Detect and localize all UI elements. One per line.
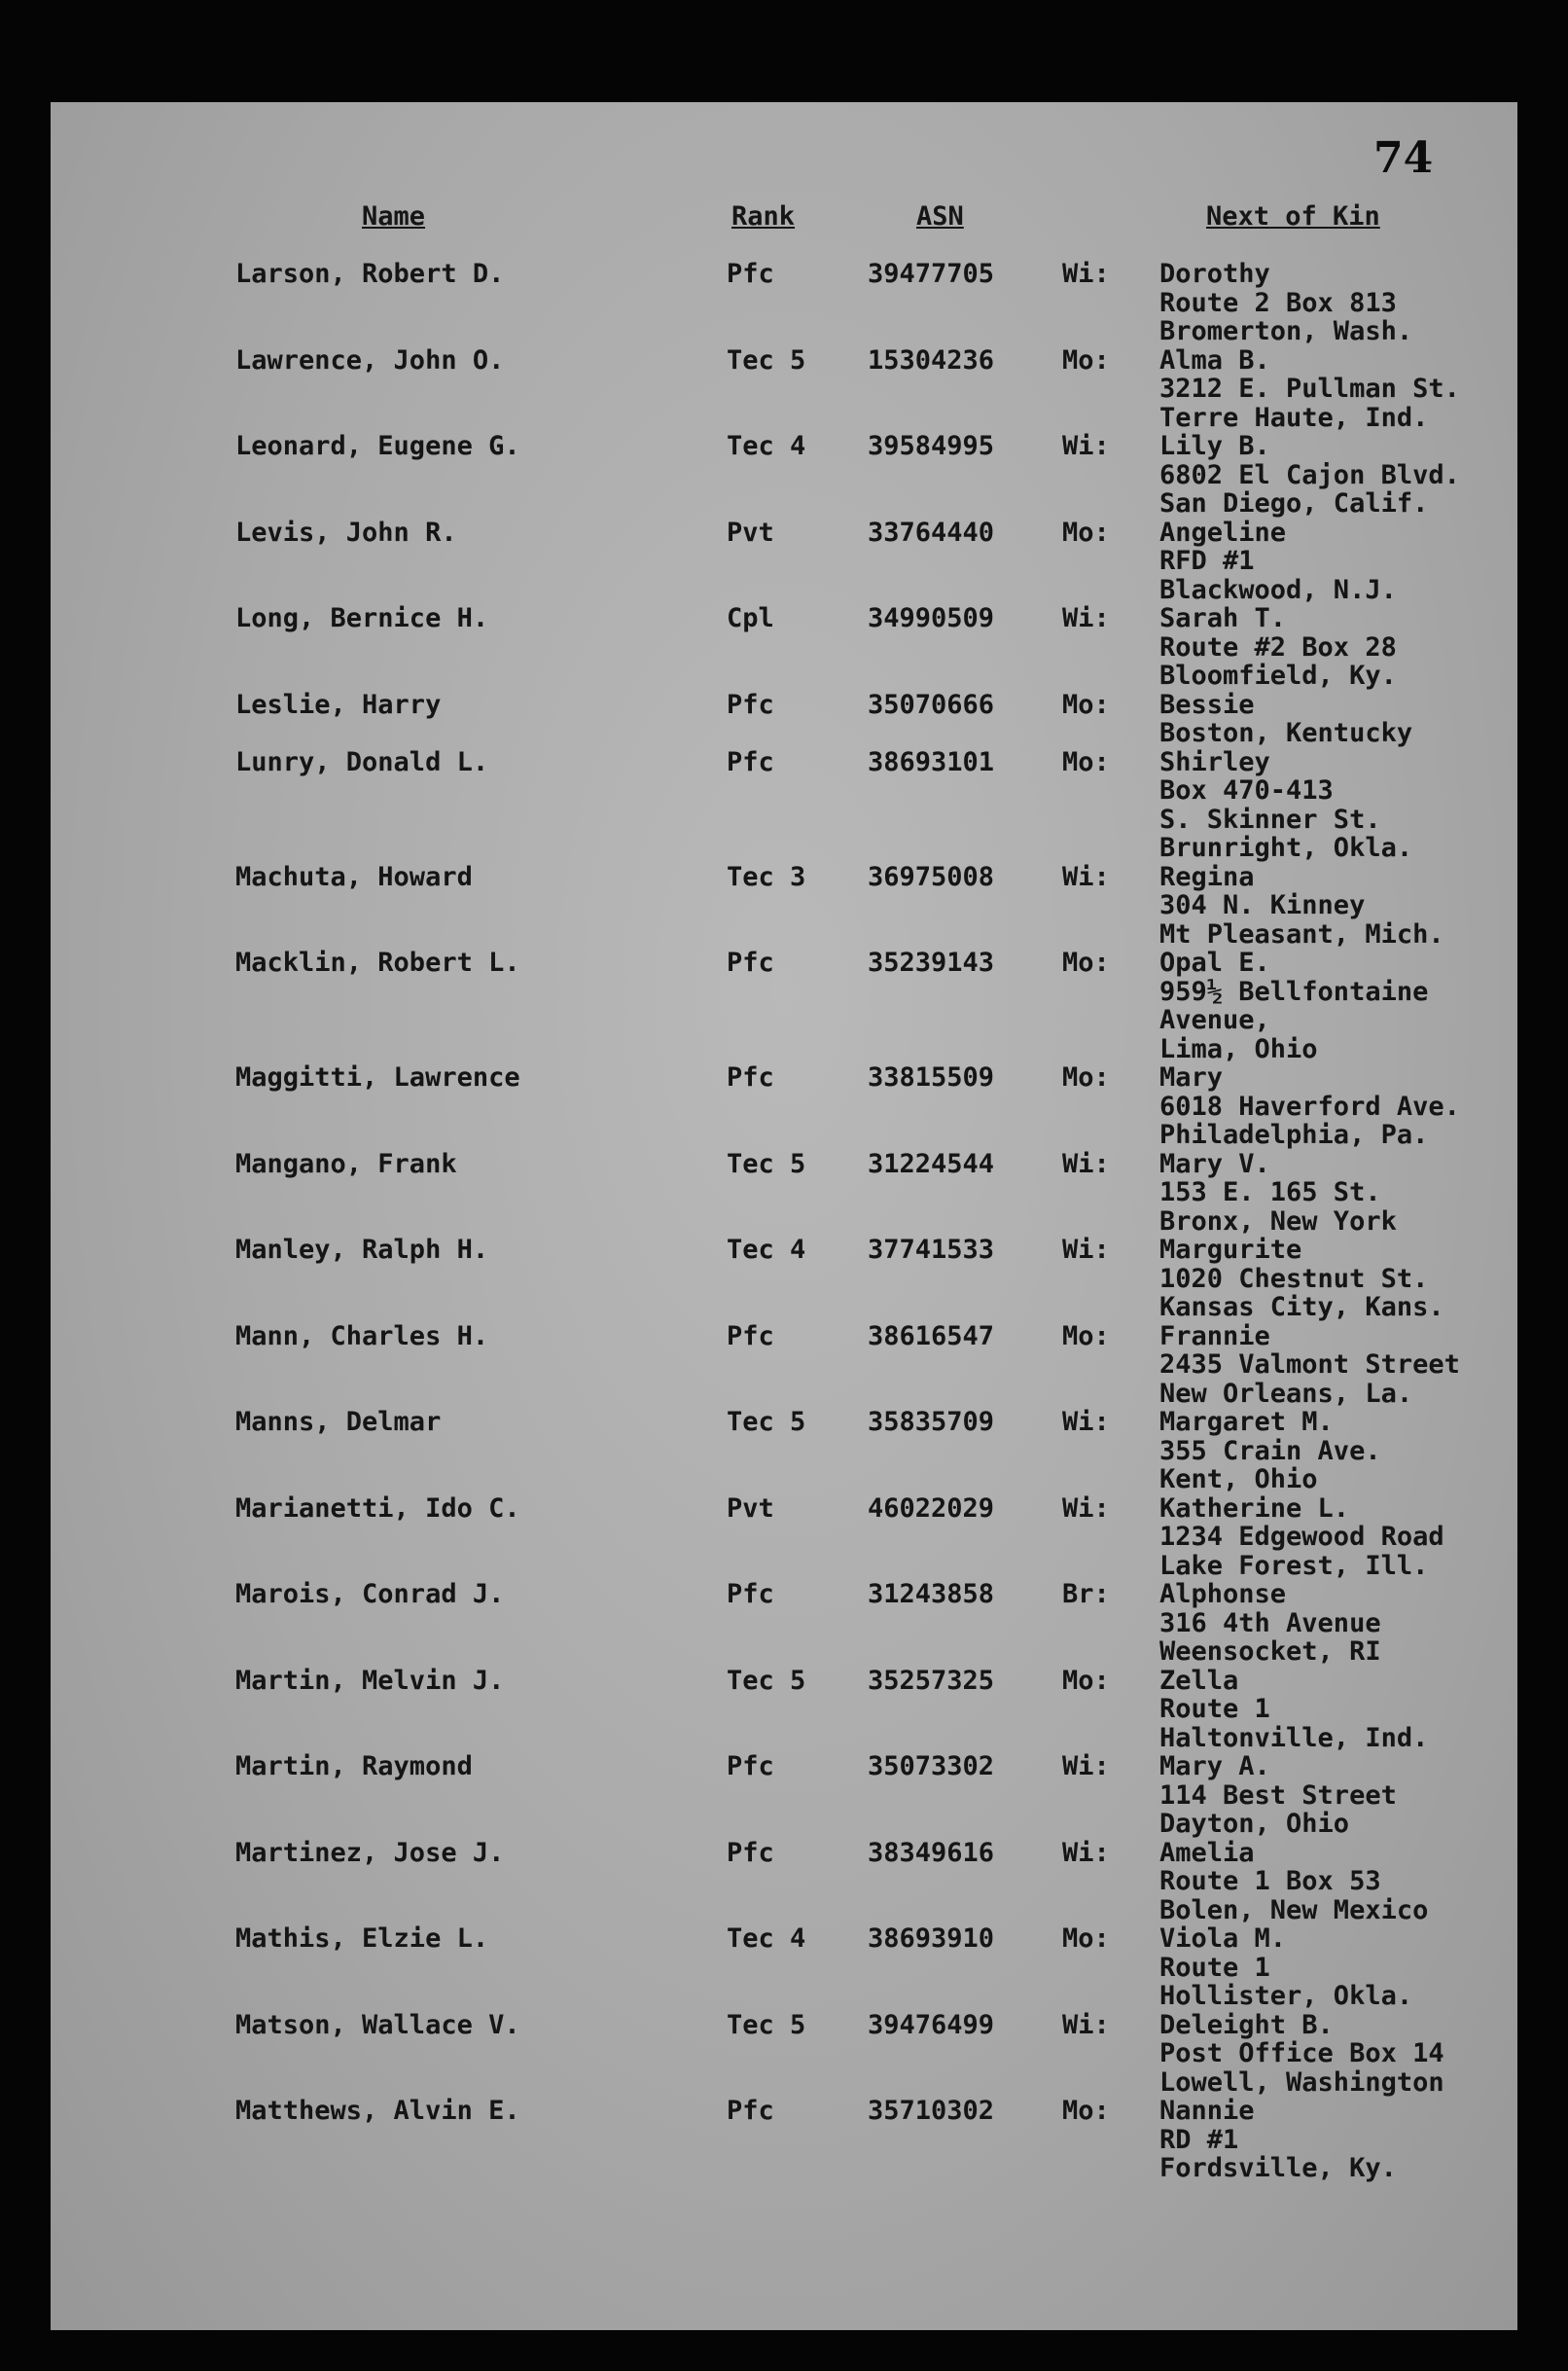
kin-line: 3212 E. Pullman St. — [1159, 374, 1460, 404]
kin-line: Mary — [1159, 1062, 1224, 1093]
soldier-asn: 31224544 — [868, 1148, 995, 1179]
kin-line: Boston, Kentucky — [1159, 718, 1413, 748]
kin-line: Mt Pleasant, Mich. — [1159, 918, 1444, 950]
kin-line: Zella — [1159, 1665, 1239, 1696]
soldier-rank: Pfc — [727, 1062, 774, 1093]
kin-relation: Mo: — [1062, 2096, 1110, 2126]
kin-relation: Mo: — [1062, 1665, 1110, 1696]
soldier-asn: 35070666 — [868, 689, 995, 720]
page-number: 74 — [1373, 133, 1434, 183]
soldier-name: Matthews, Alvin E. — [235, 2096, 520, 2126]
kin-line: RD #1 — [1159, 2124, 1239, 2155]
soldier-name: Machuta, Howard — [235, 861, 473, 892]
kin-line: Lily B. — [1159, 431, 1270, 461]
kin-line: 153 E. 165 St. — [1159, 1177, 1381, 1207]
kin-relation: Wi: — [1062, 603, 1110, 633]
kin-line: 6802 El Cajon Blvd. — [1159, 459, 1460, 490]
kin-relation: Wi: — [1062, 2009, 1110, 2040]
soldier-rank: Tec 5 — [727, 344, 806, 376]
kin-line: Route 1 — [1159, 1694, 1270, 1724]
soldier-asn: 39477705 — [868, 259, 995, 289]
soldier-name: Levis, John R. — [235, 517, 457, 548]
kin-line: Mary V. — [1159, 1148, 1270, 1179]
kin-line: Margurite — [1159, 1235, 1302, 1265]
kin-line: Bloomfield, Ky. — [1159, 661, 1397, 691]
kin-relation: Mo: — [1062, 689, 1110, 720]
soldier-asn: 37741533 — [868, 1235, 995, 1265]
soldier-asn: 46022029 — [868, 1492, 995, 1524]
kin-line: 1234 Edgewood Road — [1159, 1522, 1444, 1552]
kin-line: Frannie — [1159, 1320, 1270, 1351]
soldier-asn: 35710302 — [868, 2096, 995, 2126]
soldier-asn: 35239143 — [868, 948, 995, 978]
soldier-rank: Cpl — [727, 603, 774, 633]
soldier-rank: Tec 5 — [727, 1148, 806, 1179]
soldier-name: Mathis, Elzie L. — [235, 1923, 489, 1954]
kin-line: Brunright, Okla. — [1159, 833, 1413, 863]
kin-line: 316 4th Avenue — [1159, 1607, 1381, 1638]
kin-line: 2435 Valmont Street — [1159, 1349, 1460, 1380]
soldier-name: Martin, Raymond — [235, 1751, 473, 1781]
kin-line: Opal E. — [1159, 948, 1270, 978]
kin-line: Viola M. — [1159, 1923, 1287, 1954]
kin-line: 6018 Haverford Ave. — [1159, 1091, 1460, 1122]
kin-line: Mary A. — [1159, 1751, 1270, 1781]
header-rank: Rank — [731, 201, 796, 232]
kin-line: Nannie — [1159, 2096, 1255, 2126]
soldier-asn: 15304236 — [868, 344, 995, 376]
kin-line: Philadelphia, Pa. — [1159, 1120, 1429, 1150]
kin-line: Lowell, Washington — [1159, 2066, 1444, 2098]
kin-line: Alma B. — [1159, 344, 1270, 376]
kin-line: Kent, Ohio — [1159, 1464, 1318, 1494]
soldier-rank: Tec 5 — [727, 1407, 806, 1437]
soldier-asn: 35257325 — [868, 1665, 995, 1696]
soldier-name: Martinez, Jose J. — [235, 1837, 505, 1868]
kin-relation: Wi: — [1062, 1407, 1110, 1437]
kin-relation: Wi: — [1062, 1235, 1110, 1265]
soldier-name: Martin, Melvin J. — [235, 1665, 505, 1696]
kin-relation: Wi: — [1062, 1148, 1110, 1179]
soldier-rank: Tec 5 — [727, 1665, 806, 1696]
kin-relation: Mo: — [1062, 948, 1110, 978]
soldier-name: Mangano, Frank — [235, 1148, 457, 1179]
soldier-rank: Tec 4 — [727, 1923, 806, 1954]
soldier-name: Long, Bernice H. — [235, 603, 489, 633]
soldier-asn: 38693101 — [868, 746, 995, 777]
soldier-asn: 35073302 — [868, 1751, 995, 1781]
kin-line: Bronx, New York — [1159, 1205, 1397, 1237]
header-asn: ASN — [916, 201, 964, 232]
header-name: Name — [362, 201, 426, 232]
soldier-rank: Pfc — [727, 746, 774, 777]
kin-relation: Mo: — [1062, 746, 1110, 777]
kin-line: Dayton, Ohio — [1159, 1809, 1350, 1839]
kin-line: 355 Crain Ave. — [1159, 1435, 1381, 1466]
soldier-name: Lawrence, John O. — [235, 344, 505, 376]
soldier-name: Mann, Charles H. — [235, 1320, 489, 1351]
kin-line: 304 N. Kinney — [1159, 890, 1366, 920]
kin-line: Dorothy — [1159, 259, 1270, 289]
soldier-rank: Pfc — [727, 1579, 774, 1609]
soldier-rank: Tec 3 — [727, 861, 806, 892]
soldier-name: Leonard, Eugene G. — [235, 431, 520, 461]
kin-line: Route #2 Box 28 — [1159, 631, 1397, 663]
kin-relation: Wi: — [1062, 259, 1110, 289]
kin-line: Hollister, Okla. — [1159, 1981, 1413, 2011]
kin-line: 1020 Chestnut St. — [1159, 1263, 1429, 1294]
kin-line: Haltonville, Ind. — [1159, 1722, 1429, 1753]
soldier-rank: Pvt — [727, 517, 774, 548]
soldier-rank: Pfc — [727, 1320, 774, 1351]
kin-line: Shirley — [1159, 746, 1270, 777]
soldier-asn: 38349616 — [868, 1837, 995, 1868]
kin-line: Terre Haute, Ind. — [1159, 402, 1429, 433]
kin-relation: Mo: — [1062, 1923, 1110, 1954]
kin-line: Post Office Box 14 — [1159, 2038, 1444, 2068]
soldier-rank: Pfc — [727, 259, 774, 289]
kin-relation: Wi: — [1062, 1492, 1110, 1524]
kin-line: Box 470-413 — [1159, 775, 1334, 806]
kin-line: Bromerton, Wash. — [1159, 316, 1413, 346]
soldier-asn: 35835709 — [868, 1407, 995, 1437]
soldier-rank: Pfc — [727, 689, 774, 720]
kin-line: Amelia — [1159, 1837, 1255, 1868]
kin-relation: Br: — [1062, 1579, 1110, 1609]
soldier-name: Marois, Conrad J. — [235, 1579, 505, 1609]
soldier-name: Maggitti, Lawrence — [235, 1062, 520, 1093]
kin-line: Bessie — [1159, 689, 1255, 720]
kin-line: 114 Best Street — [1159, 1779, 1397, 1811]
kin-line: Angeline — [1159, 517, 1287, 548]
soldier-name: Manley, Ralph H. — [235, 1235, 489, 1265]
soldier-asn: 33815509 — [868, 1062, 995, 1093]
kin-line: 959½ Bellfontaine — [1159, 976, 1429, 1007]
header-next-of-kin: Next of Kin — [1206, 201, 1380, 232]
kin-line: Deleight B. — [1159, 2009, 1334, 2040]
soldier-name: Marianetti, Ido C. — [235, 1492, 520, 1524]
kin-line: Regina — [1159, 861, 1255, 892]
soldier-rank: Tec 4 — [727, 431, 806, 461]
soldier-name: Matson, Wallace V. — [235, 2009, 520, 2040]
kin-line: RFD #1 — [1159, 546, 1255, 576]
soldier-asn: 38693910 — [868, 1923, 995, 1954]
roster-page — [51, 102, 1517, 2330]
kin-line: Katherine L. — [1159, 1492, 1350, 1524]
soldier-asn: 39584995 — [868, 431, 995, 461]
kin-line: Fordsville, Ky. — [1159, 2153, 1397, 2183]
kin-line: Margaret M. — [1159, 1407, 1334, 1437]
soldier-asn: 36975008 — [868, 861, 995, 892]
kin-line: Lima, Ohio — [1159, 1033, 1318, 1064]
soldier-name: Macklin, Robert L. — [235, 948, 520, 978]
soldier-asn: 38616547 — [868, 1320, 995, 1351]
kin-relation: Mo: — [1062, 1320, 1110, 1351]
soldier-rank: Tec 4 — [727, 1235, 806, 1265]
kin-line: Alphonse — [1159, 1579, 1287, 1609]
kin-relation: Mo: — [1062, 344, 1110, 376]
kin-line: San Diego, Calif. — [1159, 488, 1429, 519]
kin-relation: Mo: — [1062, 517, 1110, 548]
kin-line: Route 2 Box 813 — [1159, 287, 1397, 318]
kin-line: Kansas City, Kans. — [1159, 1292, 1444, 1322]
soldier-rank: Pfc — [727, 1751, 774, 1781]
kin-line: Blackwood, N.J. — [1159, 574, 1397, 605]
kin-line: Weensocket, RI — [1159, 1636, 1381, 1667]
soldier-name: Lunry, Donald L. — [235, 746, 489, 777]
soldier-asn: 34990509 — [868, 603, 995, 633]
kin-line: Avenue, — [1159, 1005, 1270, 1035]
soldier-asn: 33764440 — [868, 517, 995, 548]
soldier-asn: 31243858 — [868, 1579, 995, 1609]
kin-line: Lake Forest, Ill. — [1159, 1550, 1429, 1581]
kin-relation: Wi: — [1062, 431, 1110, 461]
kin-relation: Wi: — [1062, 1837, 1110, 1868]
soldier-rank: Pfc — [727, 1837, 774, 1868]
kin-line: New Orleans, La. — [1159, 1378, 1413, 1409]
kin-relation: Wi: — [1062, 1751, 1110, 1781]
soldier-rank: Pfc — [727, 2096, 774, 2126]
kin-relation: Mo: — [1062, 1062, 1110, 1093]
soldier-rank: Pvt — [727, 1492, 774, 1524]
soldier-name: Leslie, Harry — [235, 689, 442, 720]
kin-line: S. Skinner St. — [1159, 804, 1381, 835]
kin-line: Sarah T. — [1159, 603, 1287, 633]
kin-relation: Wi: — [1062, 861, 1110, 892]
soldier-rank: Pfc — [727, 948, 774, 978]
soldier-name: Manns, Delmar — [235, 1407, 442, 1437]
kin-line: Route 1 — [1159, 1952, 1270, 1983]
kin-line: Bolen, New Mexico — [1159, 1894, 1429, 1925]
soldier-asn: 39476499 — [868, 2009, 995, 2040]
soldier-name: Larson, Robert D. — [235, 259, 505, 289]
kin-line: Route 1 Box 53 — [1159, 1866, 1381, 1896]
soldier-rank: Tec 5 — [727, 2009, 806, 2040]
